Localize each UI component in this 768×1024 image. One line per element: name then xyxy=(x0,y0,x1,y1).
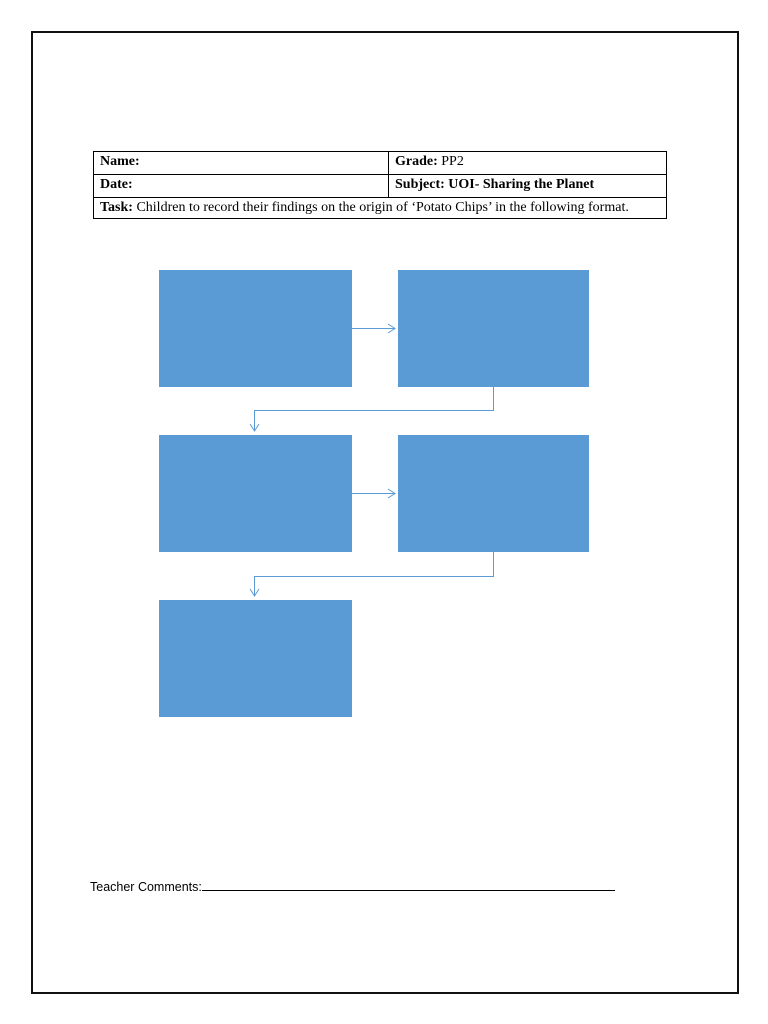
teacher-comments-line xyxy=(202,878,615,891)
flow-box-5 xyxy=(159,600,352,717)
elbow-arrow-down-icon xyxy=(250,387,494,431)
flow-box-1 xyxy=(159,270,352,387)
teacher-comments-label: Teacher Comments: xyxy=(90,880,202,894)
arrow-right-icon xyxy=(352,324,395,333)
grade-value: PP2 xyxy=(437,154,464,169)
flow-box-4 xyxy=(398,435,589,552)
teacher-comments xyxy=(90,878,615,894)
subject-label: Subject: UOI- Sharing the Planet xyxy=(395,177,595,192)
elbow-arrow-down-icon xyxy=(250,552,494,596)
grade-label: Grade: xyxy=(395,154,438,169)
flow-box-3 xyxy=(159,435,352,552)
task-label: Task: xyxy=(100,200,133,215)
task-text: Children to record their findings on the origin of ‘Potato Chips’ in the following format. xyxy=(132,200,629,215)
flow-box-2 xyxy=(398,270,589,387)
arrow-right-icon xyxy=(352,489,395,498)
date-label: Date: xyxy=(100,177,133,192)
name-label: Name: xyxy=(100,154,140,169)
